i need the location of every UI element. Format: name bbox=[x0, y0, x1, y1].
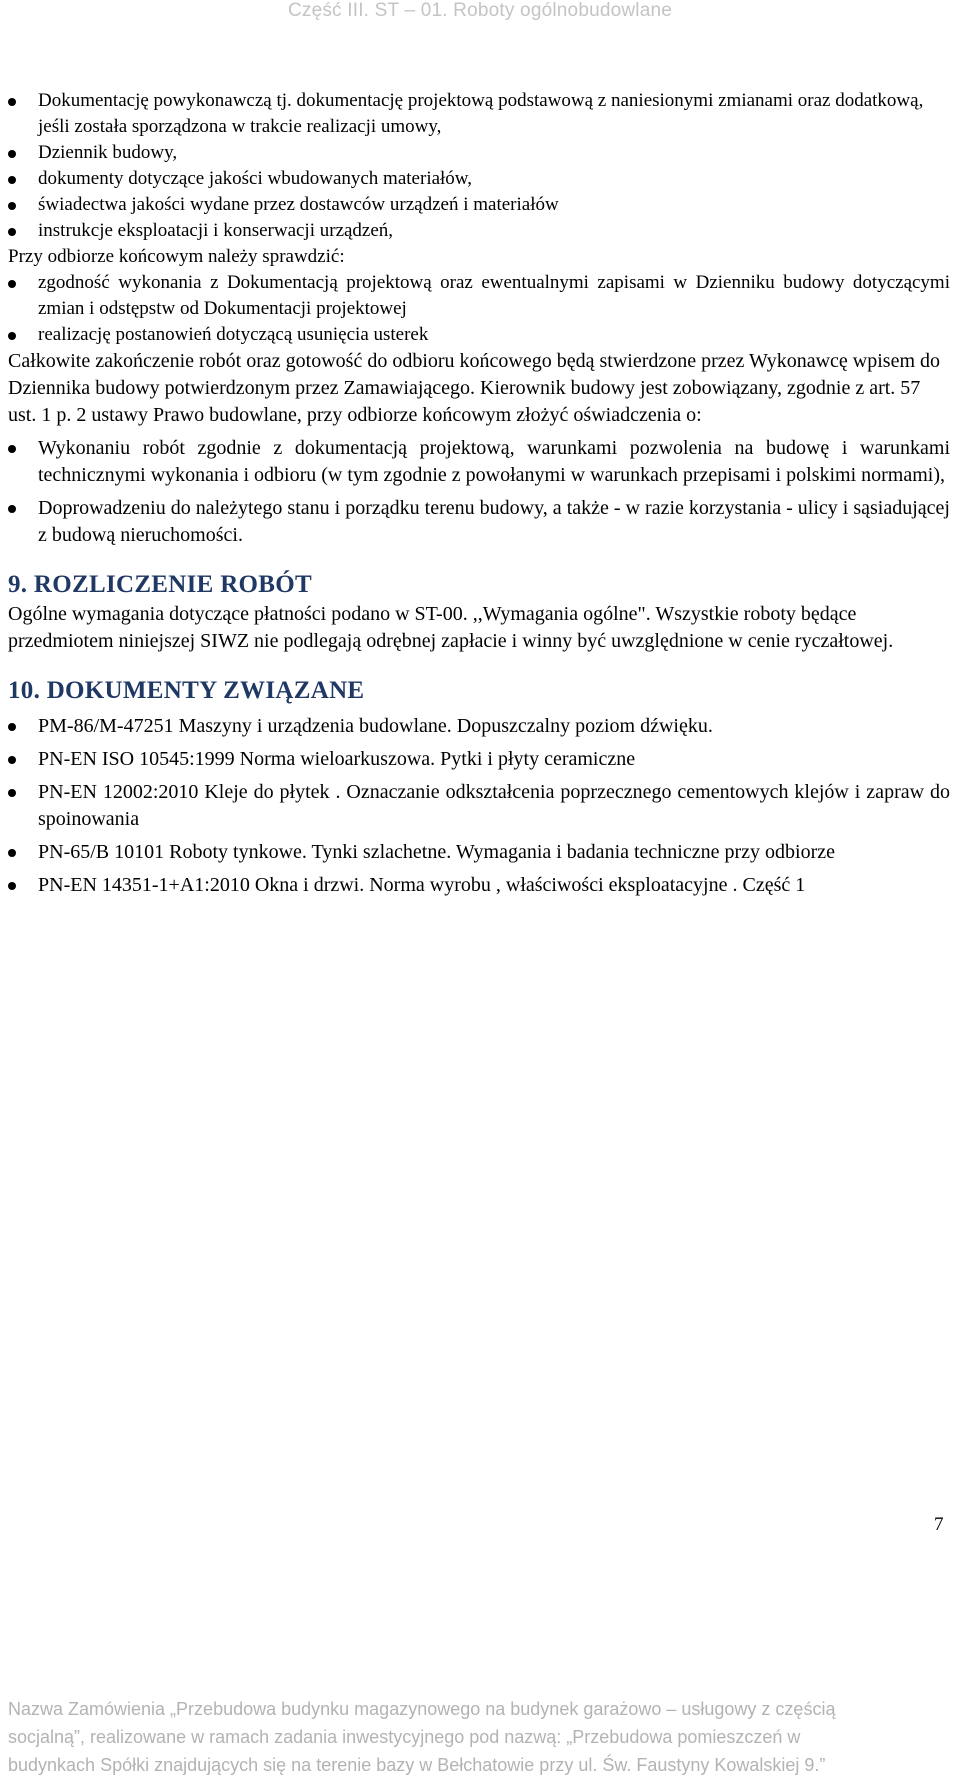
list-item: PN-EN 12002:2010 Kleje do płytek . Oznaczanie odkształcenia poprzecznego cementowych klejów i zapraw do spoinowania bbox=[38, 779, 950, 833]
list-item: świadectwa jakości wydane przez dostawców urządzeń i materiałów bbox=[38, 192, 950, 218]
list-item: instrukcje eksploatacji i konserwacji urządzeń, bbox=[38, 218, 950, 244]
declarations-list bbox=[38, 435, 950, 549]
section-10-heading: 10. DOKUMENTY ZWIĄZANE bbox=[8, 677, 365, 704]
check-intro: Przy odbiorze końcowym należy sprawdzić: bbox=[8, 246, 345, 267]
footer-line: budynkach Spółki znajdujących się na terenie bazy w Bełchatowie przy ul. Św. Faustyny Kowalskiej 9.” bbox=[8, 1755, 826, 1775]
section-9-body: Ogólne wymagania dotyczące płatności podano w ST-00. ,,Wymagania ogólne". Wszystkie roboty będące przedmiotem niniejszej SIWZ nie podlegają odrębnej zapłacie i winny być uwzględnione w cenie ryczałtowej. bbox=[8, 603, 894, 652]
running-header: Część III. ST – 01. Roboty ogólnobudowlane bbox=[287, 0, 673, 21]
list-item: Dokumentację powykonawczą tj. dokumentację projektową podstawową z naniesionymi zmianami oraz dodatkową, jeśli została sporządzona w trakcie realizacji umowy, bbox=[38, 88, 950, 140]
list-item: Dziennik budowy, bbox=[38, 140, 950, 166]
list-item: PN-EN ISO 10545:1999 Norma wieloarkuszowa. Pytki i płyty ceramiczne bbox=[38, 746, 950, 773]
list-item: PN-65/B 10101 Roboty tynkowe. Tynki szlachetne. Wymagania i badania techniczne przy odbiorze bbox=[38, 839, 950, 866]
list-item: PM-86/M-47251 Maszyny i urządzenia budowlane. Dopuszczalny poziom dźwięku. bbox=[38, 713, 950, 740]
list-item: dokumenty dotyczące jakości wbudowanych materiałów, bbox=[38, 166, 950, 192]
related-documents-list bbox=[38, 713, 950, 899]
document-body bbox=[8, 88, 950, 899]
page-footer bbox=[8, 1695, 952, 1779]
list-item: PN-EN 14351-1+A1:2010 Okna i drzwi. Norma wyrobu , właściwości eksploatacyjne . Część 1 bbox=[38, 872, 950, 899]
final-checks-list bbox=[38, 270, 950, 348]
list-item: Doprowadzeniu do należytego stanu i porządku terenu budowy, a także - w razie korzystania - ulicy i sąsiadującej z budową nieruchomości. bbox=[38, 495, 950, 549]
completion-paragraph: Całkowite zakończenie robót oraz gotowość do odbioru końcowego będą stwierdzone przez Wykonawcę wpisem do Dziennika budowy potwierdzonym przez Zamawiającego. Kierownik budowy jest zobowiązany, zgodnie z art. 57 ust. 1 p. 2 ustawy Prawo budowlane, przy odbiorze końcowym złożyć oświadczenia o: bbox=[8, 350, 941, 426]
list-item: realizację postanowień dotyczącą usunięcia usterek bbox=[38, 322, 950, 348]
section-9-heading: 9. ROZLICZENIE ROBÓT bbox=[8, 571, 312, 598]
footer-line: socjalną”, realizowane w ramach zadania inwestycyjnego pod nazwą: „Przebudowa pomieszczeń w bbox=[8, 1727, 801, 1747]
footer-line: Nazwa Zamówienia „Przebudowa budynku magazynowego na budynek garażowo – usługowy z częścią bbox=[8, 1699, 836, 1719]
page-number: 7 bbox=[934, 1514, 944, 1535]
list-item: zgodność wykonania z Dokumentacją projektową oraz ewentualnymi zapisami w Dzienniku budowy dotyczącymi zmian i odstępstw od Dokumentacji projektowej bbox=[38, 270, 950, 322]
list-item: Wykonaniu robót zgodnie z dokumentacją projektową, warunkami pozwolenia na budowę i warunkami technicznymi wykonania i odbioru (w tym zgodnie z powołanymi w warunkach przepisami i polskimi normami), bbox=[38, 435, 950, 489]
receipt-documents-list bbox=[38, 88, 950, 244]
